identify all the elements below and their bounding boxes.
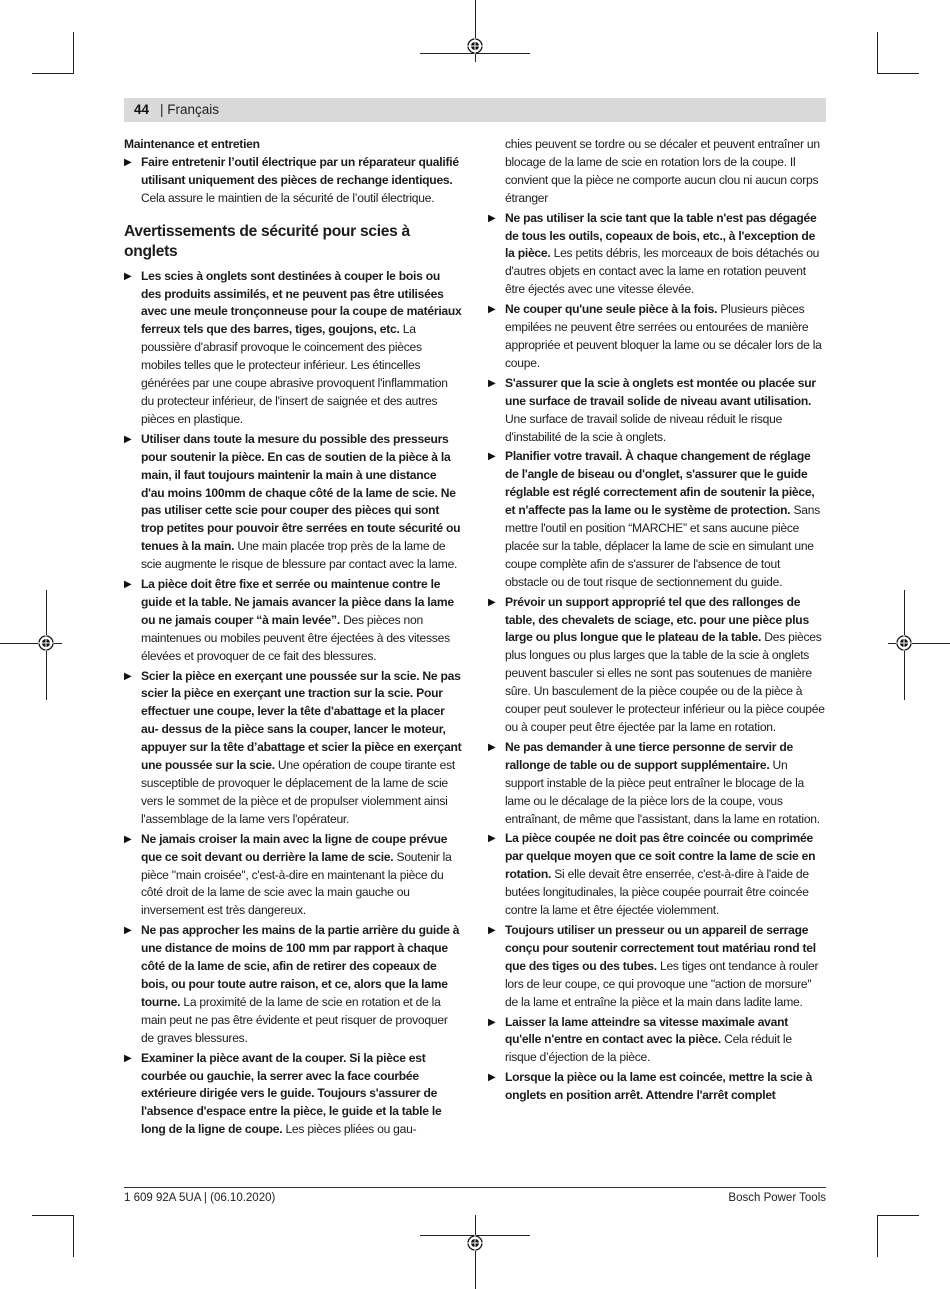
registration-target-icon (38, 635, 54, 651)
bullet-text: Un support instable de la pièce peut entraîner le blocage de la lame ou le décalage de la pièce lors de la coupe, vous entraînant, de même que l'assistant, dans la lame en rotation. (505, 757, 820, 826)
bullet-text: Une opération de coupe tirante est susceptible de provoquer le déplacement de la lame de scie vers le sommet de la pièce et de propulser violemment ainsi l'assemblage de la lame vers l'opérateur. (141, 758, 455, 826)
bullet-item (124, 1050, 462, 1140)
bullet-item (488, 210, 826, 300)
bullet-text: Des pièces non maintenues ou mobiles peuvent être éjectées à des vitesses élevées et provoquer de ce fait des blessures. (141, 612, 450, 663)
section-heading: Avertissements de sécurité pour scies à onglets (124, 222, 410, 260)
footer-brand: Bosch Power Tools (728, 1192, 826, 1204)
bullet-arrow-icon: ▶ (124, 579, 132, 591)
bullet-item (488, 739, 826, 829)
bullet-arrow-icon: ▶ (124, 670, 132, 682)
bullet-item (124, 922, 462, 1047)
bullet-arrow-icon: ▶ (124, 925, 132, 937)
crop-mark (73, 1215, 74, 1257)
bullet-text: La proximité de la lame de scie en rotation et de la main peut ne pas être évidente et peut risquer de provoquer de graves blessures. (141, 994, 448, 1045)
bullet-text: Les tiges ont tendance à rouler lors de leur coupe, ce qui provoque une "action de morsure" de la lame et entraîne la pièce et la main dans ladite lame. (505, 958, 819, 1009)
crop-mark (32, 1215, 74, 1216)
bullet-item (124, 268, 462, 429)
bullet-bold-text: S'assurer que la scie à onglets est montée ou placée sur une surface de travail solide de niveau avant utilisation. (505, 375, 816, 408)
bullet-item (124, 831, 462, 921)
warning-list (488, 210, 826, 1105)
bullet-item (124, 668, 462, 829)
bullet-text: Plusieurs pièces empilées ne peuvent être serrées ou entourées de manière appropriée et peuvent bloquer la lame ou se décaler lors de la coupe. (505, 302, 822, 370)
bullet-bold-text: Ne jamais croiser la main avec la ligne de coupe prévue que ce soit devant ou derrière la lame de scie. (141, 831, 448, 864)
bullet-item (124, 154, 462, 208)
bullet-arrow-icon: ▶ (488, 833, 496, 845)
bullet-bold-text: Les scies à onglets sont destinées à couper le bois ou des produits assimilés, et ne peuvent pas être utilisées avec une meule tronçonneuse pour la coupe de matériaux ferreux tels que des barres, tiges, goujons, etc. (141, 268, 462, 337)
bullet-bold-text: Toujours utiliser un presseur ou un appareil de serrage conçu pour soutenir correctement tout matériau rond tel que des tiges ou des tubes. (505, 922, 816, 973)
registration-target-icon (896, 635, 912, 651)
bullet-bold-text: Lorsque la pièce ou la lame est coincée, mettre la scie à onglets en position arrêt. Attendre l'arrêt complet (505, 1070, 813, 1103)
bullet-item (488, 375, 826, 447)
bullet-item (488, 1014, 826, 1068)
registration-target-icon (467, 38, 483, 54)
bullet-bold-text: Faire entretenir l’outil électrique par un réparateur qualifié utilisant uniquement des pièces de rechange identiques. (141, 154, 459, 187)
bullet-bold-text: Ne pas utiliser la scie tant que la table n'est pas dégagée de tous les outils, copeaux de bois, etc., à l'exception de la pièce. (505, 210, 817, 261)
bullet-text: Cela réduit le risque d’éjection de la pièce. (505, 1032, 792, 1065)
bullet-item (488, 922, 826, 1012)
right-column (488, 136, 826, 1107)
bullet-item (488, 448, 826, 591)
bullet-bold-text: Examiner la pièce avant de la couper. Si la pièce est courbée ou gauchie, la serrer avec la face courbée extérieure dirigée vers le guide. Toujours s'assurer de l'absence d'espace entre la pièce, le guide et la table le long de la ligne de coupe. (141, 1050, 442, 1137)
bullet-bold-text: La pièce doit être fixe et serrée ou maintenue contre le guide et la table. Ne jamais avancer la pièce dans la lame ou ne jamais couper “à main levée”. (141, 577, 454, 627)
bullet-arrow-icon: ▶ (488, 741, 496, 753)
bullet-item (488, 830, 826, 920)
bullet-text: Des pièces plus longues ou plus larges que la table de la scie à onglets peuvent basculer si elles ne sont pas soutenues de manière sûre. Un basculement de la pièce coupée ou de la pièce à couper peut soulever le protecteur inférieur ou la pièce coupée ou à couper peut être éjectée par la lame en rotation. (505, 630, 825, 734)
footer-document-id: 1 609 92A 5UA | (06.10.2020) (124, 1192, 276, 1204)
bullet-text: Les pièces pliées ou gau- (282, 1122, 417, 1137)
bullet-bold-text: Ne couper qu'une seule pièce à la fois. (505, 302, 718, 317)
bullet-text: Soutenir la pièce "main croisée", c'est-à-dire en maintenant la pièce du côté droit de la lame de scie avec la main gauche ou inversement est très dangereux. (141, 849, 452, 918)
bullet-bold-text: Laisser la lame atteindre sa vitesse maximale avant qu'elle n'entre en contact avec la pièce. (505, 1014, 789, 1047)
bullet-item (488, 594, 826, 737)
crop-mark (32, 73, 74, 74)
bullet-bold-text: Ne pas demander à une tierce personne de servir de rallonge de table ou de support supplémentaire. (505, 739, 793, 772)
bullet-bold-text: Ne pas approcher les mains de la partie arrière du guide à une distance de moins de 100 mm par rapport à chaque côté de la lame de scie, afin de retirer des copeaux de bois, ou pour toute autre raison, et ce, alors que la lame tourne. (141, 923, 460, 1009)
bullet-text: Les petits débris, les morceaux de bois détachés ou d'autres objets en contact avec la lame en rotation peuvent être éjectés avec une vitesse élevée. (505, 246, 820, 297)
page-number: 44 (134, 102, 150, 117)
bullet-arrow-icon: ▶ (488, 1072, 496, 1084)
bullet-item (124, 431, 462, 574)
crop-mark (877, 1215, 878, 1257)
crop-mark (877, 73, 919, 74)
registration-line (475, 1215, 476, 1289)
bullet-bold-text: Scier la pièce en exerçant une poussée sur la scie. Ne pas scier la pièce en exerçant une traction sur la scie. Pour effectuer une coupe, lever la tête d'abattage et la placer au- dessus de la pièce sans la couper, lancer le moteur, appuyer sur la tête d’abattage et scier la pièce en exerçant une poussée sur la scie. (141, 668, 462, 773)
bullet-arrow-icon: ▶ (488, 596, 496, 608)
bullet-arrow-icon: ▶ (488, 212, 496, 224)
bullet-item (488, 1069, 826, 1105)
bullet-text: La poussière d'abrasif provoque le coincement des pièces mobiles telles que le protecteur inférieur. Les étincelles générées par une coupe abrasive provoquent l'inflammation du protecteur inférieur, de l'insert de saignée et des autres pièces en plastique. (141, 322, 448, 426)
bullet-arrow-icon: ▶ (124, 833, 132, 845)
bullet-arrow-icon: ▶ (124, 270, 132, 282)
bullet-item (124, 576, 462, 666)
crop-mark (73, 32, 74, 74)
bullet-arrow-icon: ▶ (488, 1016, 496, 1028)
bullet-text: Sans mettre l'outil en position “MARCHE” et sans aucune pièce placée sur la table, déplacer la lame de scie en simulant une coupe complète afin de s'assurer de l'absence de tout obstacle ou de tout risque de sectionnement du guide. (505, 503, 821, 589)
bullet-text: Une surface de travail solide de niveau réduit le risque d'instabilité de la scie à onglets. (505, 411, 783, 444)
footer-rule (124, 1187, 826, 1188)
bullet-text: Si elle devait être enserrée, c'est-à-dire à l'aide de butées longitudinales, la pièce coupée pourrait être coincée contre la lame et être éjectée violemment. (505, 867, 809, 918)
bullet-arrow-icon: ▶ (124, 156, 132, 168)
bullet-bold-text: Prévoir un support approprié tel que des rallonges de table, des chevalets de sciage, etc. pour une pièce plus large ou plus longue que le plateau de la table. (505, 594, 809, 645)
bullet-arrow-icon: ▶ (488, 304, 496, 316)
bullet-item (488, 301, 826, 373)
continuation-text: chies peuvent se tordre ou se décaler et peuvent entraîner un blocage de la lame de scie en rotation lors de la coupe. Il convient que la pièce ne comporte aucun clou ni aucun corps étranger (505, 137, 820, 205)
header-language: | Français (160, 102, 220, 117)
page-header (124, 98, 826, 122)
left-column (124, 136, 462, 1141)
maintenance-heading: Maintenance et entretien (124, 137, 260, 151)
bullet-arrow-icon: ▶ (488, 924, 496, 936)
bullet-arrow-icon: ▶ (124, 1052, 132, 1064)
bullet-text: Une main placée trop près de la lame de scie augmente le risque de blessure par contact avec la lame. (141, 539, 458, 572)
crop-mark (877, 32, 878, 74)
bullet-bold-text: La pièce coupée ne doit pas être coincée ou comprimée par quelque moyen que ce soit contre la lame de scie en rotation. (505, 831, 816, 882)
bullet-arrow-icon: ▶ (488, 377, 496, 389)
bullet-arrow-icon: ▶ (488, 451, 496, 463)
bullet-bold-text: Planifier votre travail. À chaque changement de réglage de l'angle de biseau ou d'onglet, s'assurer que le guide réglable est réglé correctement afin de soutenir la pièce, et n'affecte pas la lame ou le système de protection. (505, 449, 815, 518)
bullet-text: Cela assure le maintien de la sécurité de l’outil électrique. (141, 190, 435, 205)
registration-target-icon (467, 1235, 483, 1251)
crop-mark (877, 1215, 919, 1216)
warning-list (124, 268, 462, 1140)
bullet-arrow-icon: ▶ (124, 433, 132, 445)
maintenance-list (124, 154, 462, 208)
bullet-bold-text: Utiliser dans toute la mesure du possible des presseurs pour soutenir la pièce. En cas de soutien de la pièce à la main, il faut toujours maintenir la main à une distance d'au moins 100mm de chaque côté de la lame de scie. Ne pas utiliser cette scie pour couper des pièces qui sont trop petites pour pouvoir être serrées en toute sécurité ou tenues à la main. (141, 431, 461, 554)
